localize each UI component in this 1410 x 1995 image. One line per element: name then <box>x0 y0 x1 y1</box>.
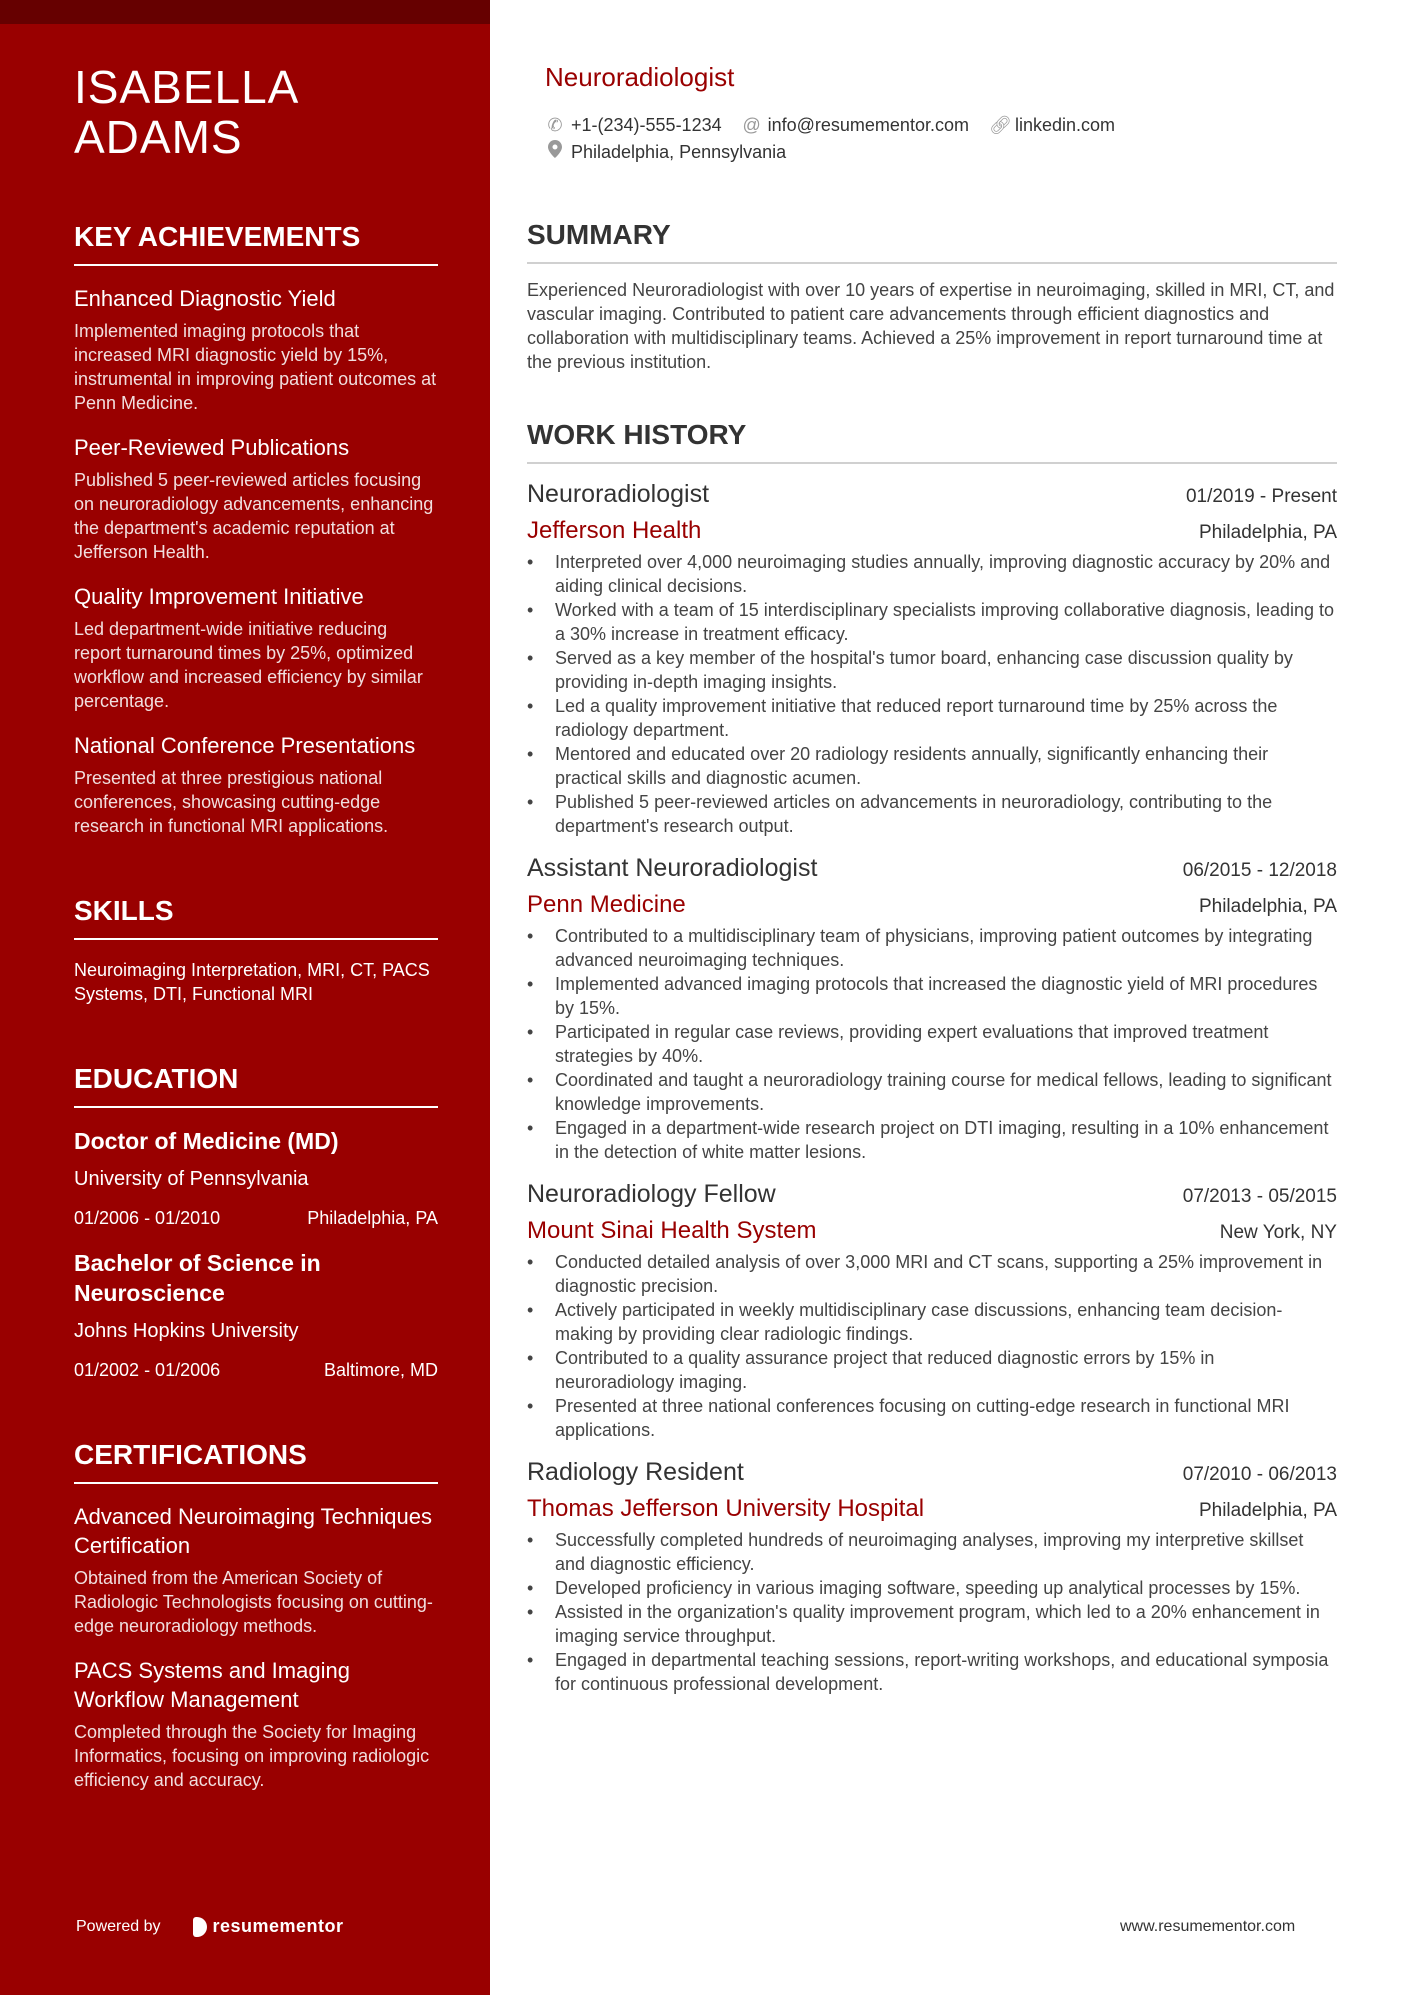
certifications-section <box>74 1438 438 1792</box>
achievement-desc: Implemented imaging protocols that increased MRI diagnostic yield by 15%, instrumental in improving patient outcomes at Penn Medicine. <box>74 321 437 413</box>
link-icon: 🔗︎ <box>988 115 1012 135</box>
education-section <box>74 1062 438 1382</box>
certification-desc: Completed through the Society for Imaging Informatics, focusing on improving radiologic efficiency and accuracy. <box>74 1722 430 1790</box>
job-bullet: • Worked with a team of 15 interdisciplinary specialists improving collaborative diagnosis, leading to a 30% increase in treatment efficacy. <box>527 598 1337 646</box>
education-school: Johns Hopkins University <box>74 1320 299 1342</box>
job-bullets <box>527 1250 1337 1442</box>
education-school: University of Pennsylvania <box>74 1168 309 1190</box>
job-bullet: • Published 5 peer-reviewed articles on advancements in neuroradiology, contributing to the department's research output. <box>527 790 1337 838</box>
job-bullets <box>527 1528 1337 1696</box>
sidebar-top-bar <box>0 0 490 24</box>
achievements-section <box>74 220 438 838</box>
job-title: Assistant Neuroradiologist <box>527 854 818 882</box>
job-bullet: • Coordinated and taught a neuroradiology training course for medical fellows, leading to significant knowledge improvements. <box>527 1068 1337 1116</box>
email-text: info@resumementor.com <box>767 115 969 135</box>
contact-row <box>545 112 1135 139</box>
skills-heading: SKILLS <box>74 894 438 940</box>
education-item <box>74 1126 438 1230</box>
achievement-title: Peer-Reviewed Publications <box>74 435 350 460</box>
education-dates: 01/2006 - 01/2010 <box>74 1208 221 1228</box>
role-title: Neuroradiologist <box>545 62 735 92</box>
skills-section <box>74 894 438 1006</box>
phone-icon: ✆ <box>547 115 563 135</box>
certification-item <box>74 1656 438 1792</box>
education-location: Baltimore, MD <box>323 1360 438 1380</box>
sidebar-content <box>74 62 438 1792</box>
job-bullet: • Contributed to a quality assurance project that reduced diagnostic errors by 15% in neuroradiology imaging. <box>527 1346 1337 1394</box>
job-entry <box>527 852 1337 1164</box>
education-location: Philadelphia, PA <box>307 1208 438 1228</box>
job-title: Radiology Resident <box>527 1458 744 1486</box>
job-company: Thomas Jefferson University Hospital <box>527 1495 925 1522</box>
achievement-desc: Led department-wide initiative reducing report turnaround times by 25%, optimized workflow and increased efficiency by similar percentage. <box>74 619 423 711</box>
education-meta <box>74 1358 438 1382</box>
summary-text: Experienced Neuroradiologist with over 10 years of expertise in neuroimaging, skilled in MRI, CT, and vascular imaging. Contributed to patient care advancements through efficient diagnostics and collaboration with multidisciplinary teams. Achieved a 25% improvement in report turnaround time at the previous institution. <box>527 280 1335 372</box>
contact-email[interactable] <box>742 112 969 139</box>
name-first: ISABELLA <box>74 61 300 113</box>
job-location: Philadelphia, PA <box>1198 522 1337 543</box>
job-bullet: • Contributed to a multidisciplinary team of physicians, improving patient outcomes by integrating advanced neuroimaging techniques. <box>527 924 1337 972</box>
contact-phone[interactable] <box>545 112 722 139</box>
candidate-name <box>74 62 438 162</box>
job-dates: 01/2019 - Present <box>1185 486 1337 507</box>
education-meta <box>74 1206 438 1230</box>
job-company: Jefferson Health <box>527 517 702 544</box>
job-location: New York, NY <box>1219 1222 1337 1243</box>
job-title: Neuroradiology Fellow <box>527 1180 776 1208</box>
job-bullet: • Conducted detailed analysis of over 3,000 MRI and CT scans, supporting a 25% improvement in diagnostic precision. <box>527 1250 1337 1298</box>
job-bullet: • Actively participated in weekly multidisciplinary case discussions, enhancing team decision-making by providing clear radiologic findings. <box>527 1298 1337 1346</box>
job-bullet: • Served as a key member of the hospital's tumor board, enhancing case discussion quality by providing in-depth imaging insights. <box>527 646 1337 694</box>
certifications-heading: CERTIFICATIONS <box>74 1438 438 1484</box>
job-bullet: • Mentored and educated over 20 radiology residents annually, significantly enhancing their practical skills and diagnostic acumen. <box>527 742 1337 790</box>
job-bullet: • Developed proficiency in various imaging software, speeding up analytical processes by 15%. <box>527 1576 1337 1600</box>
job-company: Penn Medicine <box>527 891 686 918</box>
achievement-title: Enhanced Diagnostic Yield <box>74 286 336 311</box>
achievements-heading: KEY ACHIEVEMENTS <box>74 220 438 266</box>
location-pin-icon <box>545 139 565 166</box>
certification-item <box>74 1502 438 1638</box>
contact-location <box>545 139 786 166</box>
education-degree: Bachelor of Science in Neuroscience <box>74 1250 321 1306</box>
linkedin-text: linkedin.com <box>1014 115 1116 135</box>
job-bullets <box>527 924 1337 1164</box>
powered-by <box>76 1916 344 1937</box>
brand-logo[interactable] <box>193 1916 344 1937</box>
contact-row <box>545 139 1135 166</box>
job-title: Neuroradiologist <box>527 480 710 508</box>
job-company: Mount Sinai Health System <box>527 1217 817 1244</box>
work-history-heading: WORK HISTORY <box>527 418 1337 464</box>
job-dates: 07/2013 - 05/2015 <box>1182 1186 1337 1207</box>
summary-section <box>527 218 1337 374</box>
achievement-item <box>74 582 438 713</box>
job-entry <box>527 1456 1337 1696</box>
achievement-title: Quality Improvement Initiative <box>74 584 364 609</box>
job-dates: 06/2015 - 12/2018 <box>1182 860 1337 881</box>
job-bullet: • Led a quality improvement initiative that reduced report turnaround time by 25% across the radiology department. <box>527 694 1337 742</box>
certification-title: PACS Systems and Imaging Workflow Management <box>74 1658 350 1712</box>
education-item <box>74 1248 438 1382</box>
job-bullet: • Participated in regular case reviews, providing expert evaluations that improved treatment strategies by 40%. <box>527 1020 1337 1068</box>
sidebar <box>0 0 490 1995</box>
education-heading: EDUCATION <box>74 1062 438 1108</box>
brand-name: resumementor <box>212 1916 344 1936</box>
job-location: Philadelphia, PA <box>1198 896 1337 917</box>
footer-website-link[interactable]: www.resumementor.com <box>1120 1918 1296 1935</box>
job-bullet: • Interpreted over 4,000 neuroimaging studies annually, improving diagnostic accuracy by 20% and aiding clinical decisions. <box>527 550 1337 598</box>
job-location: Philadelphia, PA <box>1198 1500 1337 1521</box>
contact-linkedin[interactable] <box>989 112 1115 139</box>
education-dates: 01/2002 - 01/2006 <box>74 1360 221 1380</box>
achievement-item <box>74 731 438 838</box>
job-bullet: • Assisted in the organization's quality improvement program, which led to a 20% enhancement in imaging service throughput. <box>527 1600 1337 1648</box>
location-text: Philadelphia, Pennsylvania <box>571 142 787 162</box>
contact-info <box>545 112 1135 166</box>
achievement-desc: Published 5 peer-reviewed articles focusing on neuroradiology advancements, enhancing the department's academic reputation at Jefferson Health. <box>74 470 434 562</box>
summary-heading: SUMMARY <box>527 218 1337 264</box>
certification-title: Advanced Neuroimaging Techniques Certification <box>74 1504 432 1558</box>
work-history-section <box>527 418 1337 1696</box>
skills-list: Neuroimaging Interpretation, MRI, CT, PACS Systems, DTI, Functional MRI <box>74 960 430 1004</box>
job-bullet: • Engaged in a department-wide research project on DTI imaging, resulting in a 10% enhancement in the detection of white matter lesions. <box>527 1116 1337 1164</box>
job-entry <box>527 1178 1337 1442</box>
job-bullet: • Implemented advanced imaging protocols that increased the diagnostic yield of MRI procedures by 15%. <box>527 972 1337 1020</box>
name-last: ADAMS <box>74 111 243 163</box>
powered-by-label: Powered by <box>76 1917 161 1935</box>
job-bullet: • Successfully completed hundreds of neuroimaging analyses, improving my interpretive skillset and diagnostic efficiency. <box>527 1528 1337 1576</box>
main-sections <box>527 218 1337 1696</box>
job-bullet: • Presented at three national conferences focusing on cutting-edge research in functional MRI applications. <box>527 1394 1337 1442</box>
job-entry <box>527 478 1337 838</box>
achievement-desc: Presented at three prestigious national conferences, showcasing cutting-edge research in functional MRI applications. <box>74 768 389 836</box>
achievement-title: National Conference Presentations <box>74 733 416 758</box>
achievement-item <box>74 284 438 415</box>
achievement-item <box>74 433 438 564</box>
job-bullets <box>527 550 1337 838</box>
education-degree: Doctor of Medicine (MD) <box>74 1128 339 1154</box>
brand-logo-icon <box>193 1917 207 1937</box>
at-icon: @ <box>742 115 761 135</box>
job-dates: 07/2010 - 06/2013 <box>1182 1464 1337 1485</box>
job-bullet: • Engaged in departmental teaching sessions, report-writing workshops, and educational symposia for continuous professional development. <box>527 1648 1337 1696</box>
phone-text: +1-(234)-555-1234 <box>571 115 722 135</box>
certification-desc: Obtained from the American Society of Radiologic Technologists focusing on cutting-edge neuroradiology methods. <box>74 1568 433 1636</box>
main-content <box>527 0 1337 1995</box>
